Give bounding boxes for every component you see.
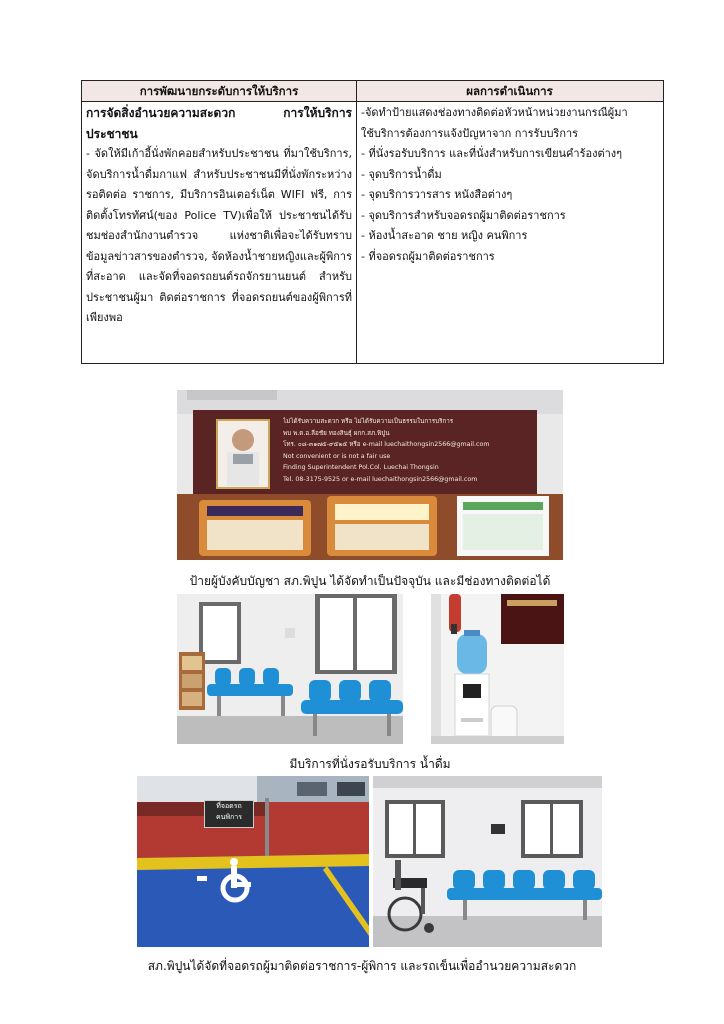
- left-cell: [86, 103, 352, 329]
- wheelchair-seats-illustration: [373, 776, 602, 947]
- sign-text: [283, 416, 537, 485]
- table-header: [82, 81, 663, 102]
- left-cell-title: การจัดสิ่งอำนวยความสะดวก การให้บริการประชาชน: [86, 106, 352, 141]
- sign-line: Tel. 08-3175-9525 or e-mail luechaithongsin2566@gmail.com: [283, 475, 478, 483]
- sign-line: ไม่ได้รับความสะดวก หรือ ไม่ได้รับความเป็นธรรมในการบริการ: [283, 418, 454, 425]
- right-cell: [361, 103, 661, 267]
- caption-2: มีบริการที่นั่งรอรับบริการ น้ำดื่ม: [289, 757, 451, 771]
- photo-waiting-seats: [177, 594, 403, 744]
- sign-line: Finding Superintendent Pol.Col. Luechai Thongsin: [283, 464, 439, 471]
- sign-line: พบ พ.ต.อ.ลือชัย ทองสินธุ์ ผกก.สภ.พิปูน: [283, 429, 390, 437]
- right-item: - จุดบริการน้ำดื่ม: [361, 167, 442, 181]
- header-right: ผลการดำเนินการ: [466, 84, 553, 98]
- sign-line: Not convenient or is not a fair use: [283, 452, 391, 460]
- waiting-seats-illustration: [177, 594, 403, 744]
- photo-wheelchair-seats: [373, 776, 602, 947]
- column-divider: [356, 81, 357, 363]
- right-item: -จัดทำป้ายแสดงช่องทางติดต่อหัวหน้าหน่วยงานกรณีผู้มา: [361, 106, 628, 119]
- left-cell-body: - จัดให้มีเก้าอี้นั่งพักคอยสำหรับประชาชน ที่มาใช้บริการ, จัดบริการน้ำดื่มกาแฟ สำหรับประชาชนมีที่นั่งพักระหว่างรอติดต่อ ราชการ, มีบริการอินเตอร์เน็ต WIFI ฟรี, การติดตั้งโทรทัศน์(ของ Police TV)เพื่อให้ ประชาชนได้รับชมช่องสำนักงานตำรวจ แห่งชาติเพื่อจะได้รับทราบข้อมูลข่าวสารของตำรวจ, จัดห้องน้ำชายหญิงและผู้พิการที่สะอาด และจัดที่จอดรถยนต์รถจักรยานยนต์ สำหรับประชาชนผู้มา ติดต่อราชการ ที่จอดรถยนต์ของผู้พิการที่ เพียงพอ: [86, 147, 352, 324]
- parking-sign-line: คนพิการ: [215, 813, 242, 821]
- right-item: - ที่จอดรถผู้มาติดต่อราชการ: [361, 249, 495, 263]
- header-left: การพัฒนายกระดับการให้บริการ: [139, 84, 299, 98]
- service-table: [81, 80, 664, 364]
- right-item: ใช้บริการต้องการแจ้งปัญหาจาก การรับบริการ: [361, 126, 579, 140]
- water-dispenser-illustration: [431, 594, 564, 744]
- right-item: - ห้องน้ำสะอาด ชาย หญิง คนพิการ: [361, 229, 528, 242]
- caption-1: ป้ายผู้บังคับบัญชา สภ.พิปูน ได้จัดทำเป็นปัจจุบัน และมีช่องทางติดต่อได้: [189, 574, 551, 588]
- parking-sign-line: ที่จอดรถ: [216, 802, 242, 810]
- photo-disabled-parking: [137, 776, 369, 947]
- right-item: - จุดบริการวารสาร หนังสือต่างๆ: [361, 188, 513, 201]
- photo-water-dispenser: [431, 594, 564, 744]
- right-item: - จุดบริการสำหรับจอดรถผู้มาติดต่อราชการ: [361, 208, 566, 222]
- parking-sign: [204, 800, 254, 828]
- sign-line: โทร. ๐๘-๓๑๗๕-๙๕๒๕ หรือ e-mail luechaithongsin2566@gmail.com: [283, 441, 490, 448]
- caption-3: สภ.พิปูนได้จัดที่จอดรถผู้มาติดต่อราชการ-ผู้พิการ และรถเข็นเพื่ออำนวยความสะดวก: [147, 959, 577, 973]
- right-item: - ที่นั่งรอรับบริการ และที่นั่งสำหรับการเขียนคำร้องต่างๆ: [361, 147, 623, 160]
- photo-commander-sign: [177, 390, 563, 560]
